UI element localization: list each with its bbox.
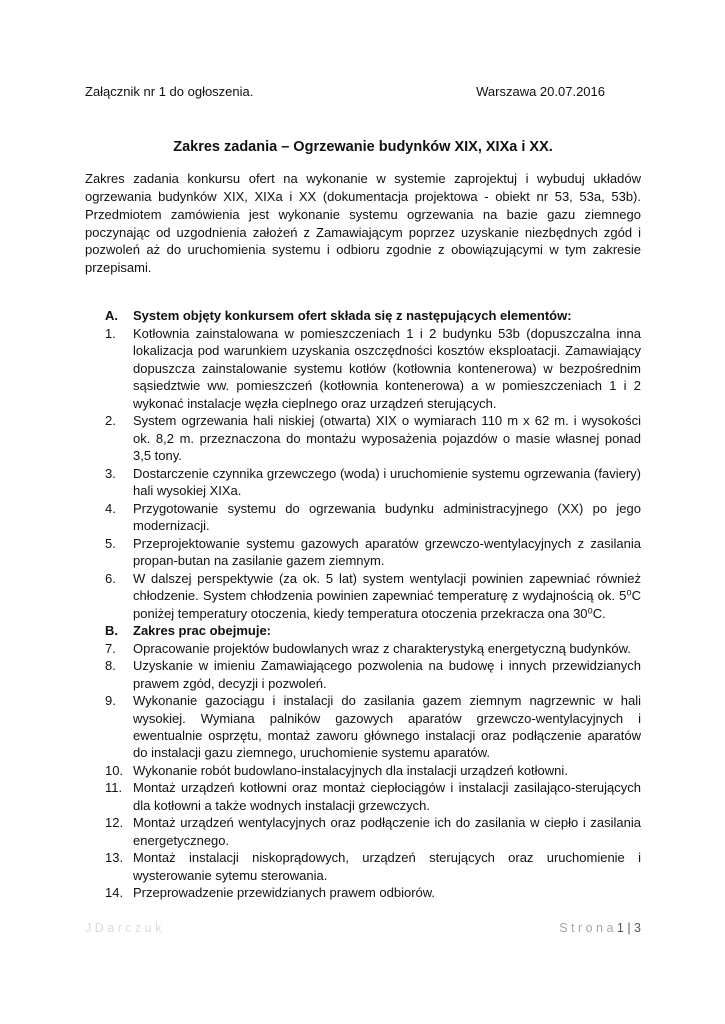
item-text: Kotłownia zainstalowana w pomieszczeniach 1 i 2 budynku 53b (dopuszczalna inna lokalizacja pod warunkiem uzyskania oszczędności kosztów eksploatacji. Zamawiający dopuszcza zainstalowanie systemu kotłów (kotłownia kontenerowa) w bezpośrednim sąsiedztwie ww. pomieszczeń (kotłownia kontenerowa) a w pomieszczeniach 1 i 2 wykonać instalacje węzła cieplnego oraz urządzeń sterujących.: [133, 325, 641, 411]
document-header: [85, 84, 641, 101]
item-text: Wykonanie gazociągu i instalacji do zasilania gazem ziemnym nagrzewnic w hali wysokiej. Wymiana palników gazowych aparatów grzewczo-wentylacyjnych i ewentualnie osprzętu, montaż zaworu głównego instalacji oraz podłączenie aparatów do instalacji gazu ziemnego, uruchomienie systemu aparatów.: [133, 693, 641, 761]
item-label: 11.: [105, 780, 123, 796]
item-text: Przeprowadzenie przewidzianych prawem odbiorów.: [133, 885, 436, 901]
item-label: 14.: [105, 885, 124, 901]
list-item: [85, 762, 641, 779]
item-label: 12.: [105, 815, 124, 831]
item-text: Uzyskanie w imieniu Zamawiającego pozwolenia na budowę i innych przewidzianych prawem zgód, decyzji i pozwoleń.: [133, 658, 641, 691]
list-item: [85, 884, 641, 901]
item-text: Przeprojektowanie systemu gazowych aparatów grzewczo-wentylacyjnych z zasilania propan-butan na zasilanie gazem ziemnym.: [133, 535, 641, 569]
item-text: Dostarczenie czynnika grzewczego (woda) i uruchomienie systemu ogrzewania (faviery) hali wysokiej XIXa.: [133, 465, 641, 499]
item-label: B.: [105, 623, 118, 639]
intro-paragraph: Zakres zadania konkursu ofert na wykonanie w systemie zaprojektuj i wybuduj układów ogrzewania budynków XIX, XIXa i XX (dokumentacja projektowa - obiekt nr 53, 53a, 53b). Przedmiotem zamówienia jest wykonanie systemu ogrzewania na bazie gazu ziemnego poczynając od uzgodnienia założeń z Zamawiającym poprzez uzyskanie niezbędnych zgód i pozwoleń aż do uruchomienia systemu i odbioru zgodnie z obowiązującymi w tym zakresie przepisami.: [85, 170, 641, 276]
list-item: [85, 692, 641, 762]
item-text: Montaż instalacji niskoprądowych, urządzeń sterujących oraz uruchomienie i wysterowanie sytemu sterowania.: [133, 850, 641, 883]
list-item: [85, 465, 641, 500]
list-item: [85, 412, 641, 464]
footer-page-number: 1 | 3: [616, 921, 641, 935]
item-text: Montaż urządzeń wentylacyjnych oraz podłączenie ich do zasilania w ciepło i zasilania energetycznego.: [133, 815, 641, 848]
document-footer: [85, 920, 641, 936]
item-text: Montaż urządzeń kotłowni oraz montaż ciepłociągów i instalacji zasilająco-sterujących dla kotłowni a także wodnych instalacji grzewczych.: [133, 780, 641, 813]
item-text: System ogrzewania hali niskiej (otwarta) XIX o wymiarach 110 m x 62 m. i wysokości ok. 8,2 m. przeznaczona do montażu wyposażenia pojazdów o masie własnej ponad 3,5 tony.: [133, 413, 641, 464]
section-heading: [85, 307, 641, 324]
section-heading: [85, 622, 641, 639]
list-item: [85, 325, 641, 412]
place-and-date: Warszawa 20.07.2016: [476, 84, 605, 99]
list-item: [85, 779, 641, 814]
item-text: Zakres prac obejmuje:: [133, 623, 271, 639]
item-label: 2.: [105, 413, 116, 429]
list-item: [85, 814, 641, 849]
list-item: [85, 849, 641, 884]
item-label: 7.: [105, 640, 116, 656]
item-label: 9.: [105, 693, 116, 709]
document-title: Zakres zadania – Ogrzewanie budynków XIX, XIXa i XX.: [173, 138, 553, 155]
footer-author: J D a r c z u k: [85, 921, 162, 935]
item-text: Przygotowanie systemu do ogrzewania budynku administracyjnego (XX) po jego modernizacji.: [133, 500, 641, 534]
footer-page-label: S t r o n a: [559, 921, 614, 935]
item-text: W dalszej perspektywie (za ok. 5 lat) system wentylacji powinien zapewniać również chłodzenie. System chłodzenia powinien zapewniać temperaturę z wydajnością ok. 5⁰C poniżej temperatury otoczenia, kiedy temperatura otoczenia przekracza ona 30⁰C.: [133, 570, 641, 621]
item-label: A.: [105, 308, 118, 324]
item-label: 8.: [105, 658, 116, 674]
list-item: [85, 570, 641, 622]
item-label: 13.: [105, 850, 124, 866]
item-label: 1.: [105, 325, 116, 341]
item-text: Wykonanie robót budowlano-instalacyjnych dla instalacji urządzeń kotłowni.: [133, 762, 568, 778]
footer-page-indicator: [559, 920, 641, 936]
item-label: 10.: [105, 762, 124, 778]
list-item: [85, 657, 641, 692]
item-label: 4.: [105, 500, 116, 516]
item-text: System objęty konkursem ofert składa się z następujących elementów:: [133, 308, 572, 324]
document-content: [85, 84, 641, 902]
item-label: 5.: [105, 535, 116, 551]
list-item: [85, 535, 641, 570]
item-label: 3.: [105, 465, 116, 481]
attachment-note: Załącznik nr 1 do ogłoszenia.: [85, 84, 254, 99]
list-item: [85, 640, 641, 657]
item-text: Opracowanie projektów budowlanych wraz z charakterystyką energetyczną budynków.: [133, 640, 631, 656]
item-label: 6.: [105, 570, 116, 586]
list-item: [85, 500, 641, 535]
task-list: [85, 307, 641, 901]
